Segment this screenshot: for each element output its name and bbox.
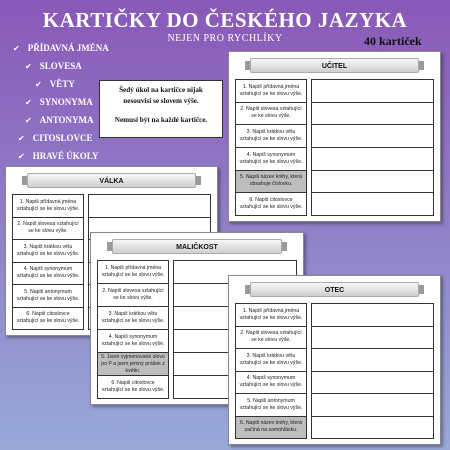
task-prompt: 2. Napiš slovesa vztahující se ke slovu výše. bbox=[97, 283, 169, 307]
check-icon: ✔ bbox=[13, 44, 20, 53]
answer-box[interactable] bbox=[88, 194, 211, 218]
note-line: Nemusí být na každé kartičce. bbox=[114, 116, 208, 124]
info-note bbox=[99, 80, 223, 138]
task-prompt: 1. Napiš přídavná jména vztahující se ke slovu výše. bbox=[235, 303, 307, 327]
card-title: VÁLKA bbox=[27, 173, 196, 188]
task-prompt: 4. Napiš synonymum vztahující se ke slovu výše. bbox=[235, 371, 307, 395]
task-prompt: 1. Napiš přídavná jména vztahující se ke slovu výše. bbox=[12, 194, 84, 218]
card-count: 40 kartiček bbox=[364, 34, 422, 48]
task-prompt: 3. Napiš krátkou větu vztahující se ke slovu výše. bbox=[235, 348, 307, 372]
checklist-item: ✔ SYNONYMA bbox=[25, 97, 93, 107]
task-grid bbox=[235, 79, 434, 215]
answer-box[interactable] bbox=[311, 170, 434, 194]
card-title: OTEC bbox=[250, 282, 419, 297]
answer-box[interactable] bbox=[311, 192, 434, 216]
answer-box[interactable] bbox=[311, 393, 434, 417]
task-prompt: 4. Napiš synonymum vztahující se ke slovu výše. bbox=[12, 262, 84, 286]
task-prompt: 5. Jsem vyjmenované slovo po P a jsem jemný prášek z květin. bbox=[97, 352, 169, 376]
task-grid bbox=[235, 303, 434, 438]
check-icon: ✔ bbox=[18, 152, 25, 161]
note-line: Šedý úkol na kartičce nijak nesouvisí se slovem výše. bbox=[119, 86, 203, 105]
checklist-item: ✔ ANTONYMA bbox=[25, 115, 94, 125]
task-prompt: 6. Napiš citoslovce vztahující se ke slovu výše. bbox=[235, 192, 307, 216]
task-prompt: 4. Napiš synonymum vztahující se ke slovu výše. bbox=[235, 147, 307, 171]
checklist-item: ✔ SLOVESA bbox=[25, 61, 82, 71]
answer-box[interactable] bbox=[311, 371, 434, 395]
answer-box[interactable] bbox=[311, 102, 434, 126]
page-title: KARTIČKY DO ČESKÉHO JAZYKA bbox=[42, 8, 408, 32]
check-icon: ✔ bbox=[25, 98, 32, 107]
task-prompt: 5. Napiš název knihy, která obsahuje číslovku. bbox=[235, 170, 307, 194]
task-prompt: 5. Napiš antonymum vztahující se ke slovu výše. bbox=[12, 284, 84, 308]
checklist-item: ✔ VĚTY bbox=[35, 79, 75, 89]
answer-box[interactable] bbox=[311, 147, 434, 171]
answer-box[interactable] bbox=[311, 303, 434, 327]
task-prompt: 1. Napiš přídavná jména vztahující se ke slovu výše. bbox=[235, 79, 307, 103]
task-prompt: 4. Napiš synonymum vztahující se ke slovu výše. bbox=[97, 329, 169, 353]
task-prompt: 6. Napiš citoslovce vztahující se ke slovu výše. bbox=[97, 375, 169, 399]
task-prompt: 2. Napiš slovesa vztahující se ke slovu výše. bbox=[235, 326, 307, 350]
task-prompt: 1. Napiš přídavná jména vztahující se ke slovu výše. bbox=[97, 260, 169, 284]
checklist-item: ✔ CITOSLOVCE bbox=[18, 133, 93, 143]
task-prompt: 6. Napiš název knihy, která začíná na samohlásku. bbox=[235, 416, 307, 440]
card-title: MALIČKOST bbox=[112, 239, 282, 254]
checklist-item: ✔ HRAVÉ ÚKOLY bbox=[18, 151, 99, 161]
card-ucitel bbox=[228, 51, 441, 222]
answer-box[interactable] bbox=[311, 348, 434, 372]
check-icon: ✔ bbox=[25, 116, 32, 125]
task-prompt: 3. Napiš krátkou větu vztahující se ke slovu výše. bbox=[235, 124, 307, 148]
task-prompt: 6. Napiš citoslovce vztahující se ke slovu výše. bbox=[12, 307, 84, 331]
task-prompt: 3. Napiš krátkou větu vztahující se ke slovu výše. bbox=[12, 239, 84, 263]
page-subtitle: NEJEN PRO RYCHLÍKY bbox=[167, 33, 283, 44]
check-icon: ✔ bbox=[25, 62, 32, 71]
task-prompt: 2. Napiš slovesa vztahující se ke slovu výše. bbox=[12, 217, 84, 241]
card-title: UČITEL bbox=[250, 58, 419, 73]
answer-box[interactable] bbox=[311, 326, 434, 350]
answer-box[interactable] bbox=[311, 79, 434, 103]
card-otec bbox=[228, 275, 441, 445]
checklist-item: ✔ PŘÍDAVNÁ JMÉNA bbox=[13, 43, 109, 53]
task-prompt: 5. Napiš antonymum vztahující se ke slovu výše. bbox=[235, 393, 307, 417]
answer-box[interactable] bbox=[311, 124, 434, 148]
answer-box[interactable] bbox=[311, 416, 434, 440]
check-icon: ✔ bbox=[18, 134, 25, 143]
task-prompt: 3. Napiš krátkou větu vztahující se ke slovu výše. bbox=[97, 306, 169, 330]
check-icon: ✔ bbox=[35, 80, 42, 89]
task-prompt: 2. Napiš slovesa vztahující se ke slovu výše. bbox=[235, 102, 307, 126]
